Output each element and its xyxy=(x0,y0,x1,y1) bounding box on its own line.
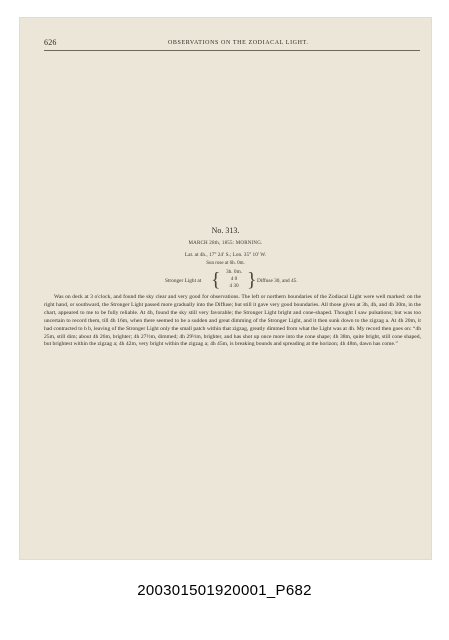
observation-paragraph: Was on deck at 3 o'clock, and found the sky clear and very good for observations. The left or northern boundaries of the Zodiacal Light were well marked: on the right hand, or southward, the Stronger Light passed more gradually into the Diffuse; but still it gave very good boundaries. All those given at 3h, 4h, and 4h 30m, in the chart, appeared to me to be fully reliable. At 4h, found the sky still very favorable; the Stronger Light bright and cone-shaped. Thought I saw pulsations; but was too uncertain to record them, till 4h 16m, when there seemed to be a sudden and great dimming of the Stronger Light, and it then sunk down to the zigzag a. At 4h 20m, it had contracted to b b, leaving of the Stronger Light only the small patch within that zigzag, greatly dimmed from what the Light was at 4h. My record then goes on: “4h 25m, still dim; about 4h 26m, brighter; 4h 27½m, dimmed; 4h 29½m, brighter, and has shot up once more into the cone shape; 4h 38m, quite bright, still cone shaped, but brightest within the zigzag a; 4h 42m, very bright within the zigzag a; 4h 45m, is breaking bounds and spreading at the horizon; 4h 48m, dawn has come.” xyxy=(44,294,421,348)
page-number: 626 xyxy=(44,38,57,47)
observation-date: MARCH 28th, 1855: MORNING. xyxy=(188,241,263,246)
stronger-light-times xyxy=(221,269,247,290)
observation-position: Lat. at 4h., 17° 24′ S.; Lon. 35° 10′ W. xyxy=(184,252,267,258)
stronger-light-label: Stronger Light at xyxy=(165,278,202,284)
left-brace: { xyxy=(211,269,221,291)
running-head: OBSERVATIONS ON THE ZODIACAL LIGHT. xyxy=(168,40,309,46)
book-page xyxy=(20,18,431,559)
time-entry: 4 0 xyxy=(230,276,238,282)
sunrise-time: Sun rose at 6h. 0m. xyxy=(206,261,245,266)
time-entry: 3h. 0m. xyxy=(225,269,243,275)
observation-number: No. 313. xyxy=(211,226,240,235)
header-rule xyxy=(44,50,420,51)
right-brace: } xyxy=(247,269,257,291)
image-caption: 200301501920001_P682 xyxy=(137,582,312,599)
diffuse-light-label: Diffuse 30, and 45. xyxy=(257,278,298,284)
time-entry: 4 30 xyxy=(229,283,239,289)
